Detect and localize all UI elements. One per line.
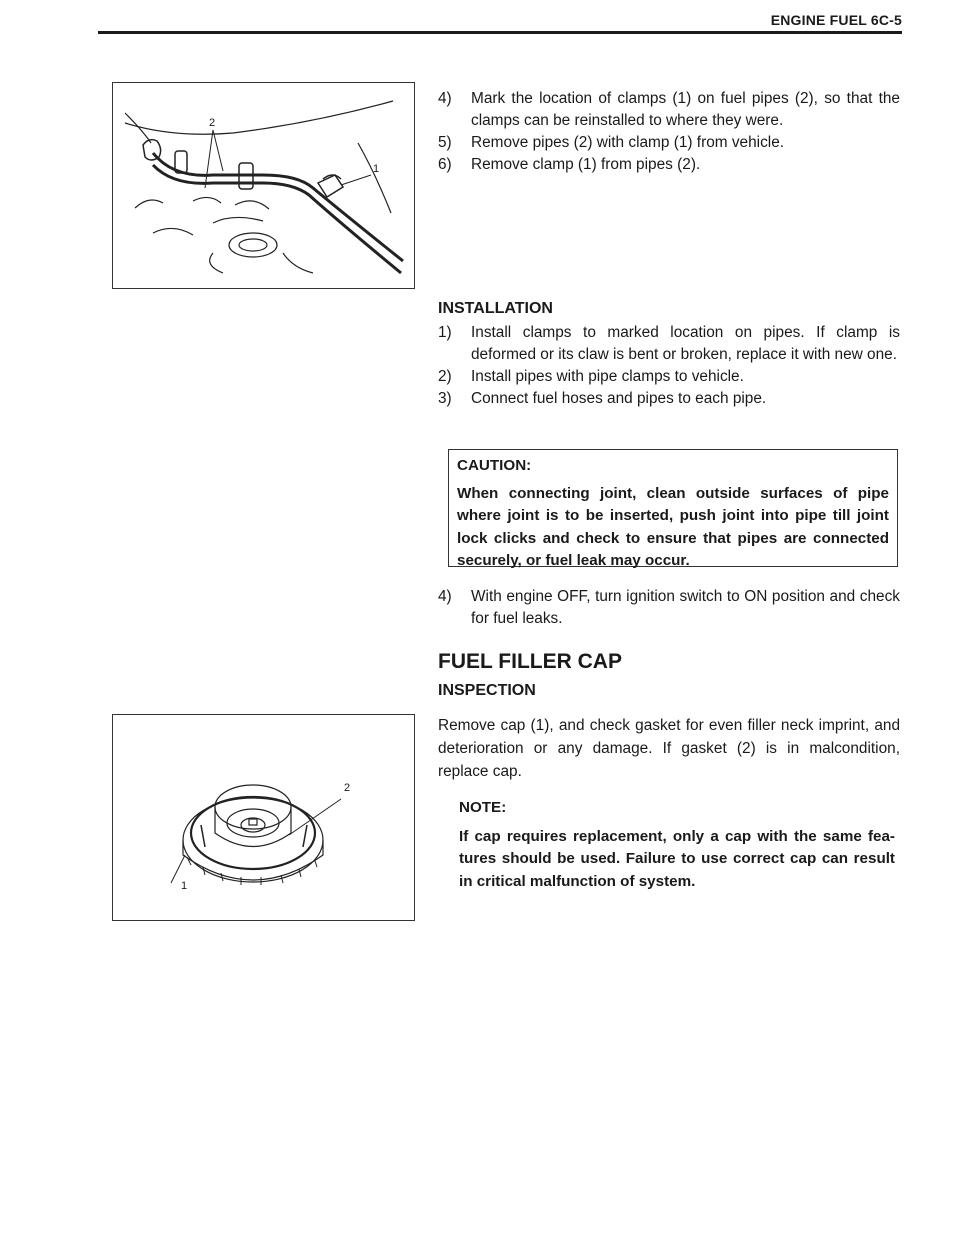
removal-steps: [438, 88, 900, 176]
caution-text: When connecting joint, clean outside surfaces of pipe where joint is to be inserted, push joint into pipe till joint lock clicks and check to ensure that pipes are connected securely, or fuel leak may occur.: [457, 484, 889, 569]
step-number: 6): [438, 156, 452, 173]
step-number: 2): [438, 368, 452, 385]
installation-step-2: [438, 366, 900, 388]
page-header-title: ENGINE FUEL 6C-5: [770, 12, 902, 28]
fuel-pipe-clamp-figure: [112, 82, 415, 289]
step-number: 4): [438, 90, 452, 107]
figure2-label-2: 2: [344, 782, 351, 794]
figure2-label-1: 1: [181, 880, 188, 892]
step-text: Mark the location of clamps (1) on fuel pipes (2), so that the clamps can be reinstalled to where they were.: [471, 90, 900, 129]
removal-step-4: [438, 88, 900, 132]
step-text: Connect fuel hoses and pipes to each pipe.: [471, 390, 767, 407]
installation-step-4: [438, 586, 900, 630]
removal-step-6: [438, 154, 900, 176]
step-number: 4): [438, 588, 452, 605]
note-text: If cap requires replacement, only a cap with the same fea- tures should be used. Failure to use correct cap can result in critical malfunction of system.: [459, 827, 895, 890]
step-number: 3): [438, 390, 452, 407]
step-text: Install pipes with pipe clamps to vehicle.: [471, 368, 744, 385]
note-title: NOTE:: [459, 799, 507, 816]
inspection-paragraph: Remove cap (1), and check gasket for even filler neck imprint, and deterioration or any damage. If gasket (2) is in malcondition, replace cap.: [438, 717, 900, 780]
step-text: Remove pipes (2) with clamp (1) from vehicle.: [471, 134, 785, 151]
inspection-heading: INSPECTION: [438, 682, 536, 699]
note-box: [459, 797, 895, 893]
caution-box: [448, 449, 898, 567]
installation-step-1: [438, 322, 900, 366]
header-rule: [98, 31, 902, 34]
fuel-filler-cap-heading: FUEL FILLER CAP: [438, 650, 622, 673]
figure1-label-2: 2: [209, 117, 216, 129]
fuel-filler-cap-figure: [112, 714, 415, 921]
figure1-label-1: 1: [373, 163, 380, 175]
step-text: Remove clamp (1) from pipes (2).: [471, 156, 701, 173]
step-text: Install clamps to marked location on pipes. If clamp is deformed or its claw is bent or broken, replace it with new one.: [471, 324, 900, 363]
caution-title: CAUTION:: [457, 457, 532, 474]
installation-steps-after: [438, 586, 900, 630]
step-number: 1): [438, 324, 452, 341]
installation-heading: INSTALLATION: [438, 300, 553, 317]
installation-step-3: [438, 388, 900, 410]
installation-steps: [438, 322, 900, 410]
step-text: With engine OFF, turn ignition switch to ON position and check for fuel leaks.: [471, 588, 900, 627]
step-number: 5): [438, 134, 452, 151]
removal-step-5: [438, 132, 900, 154]
